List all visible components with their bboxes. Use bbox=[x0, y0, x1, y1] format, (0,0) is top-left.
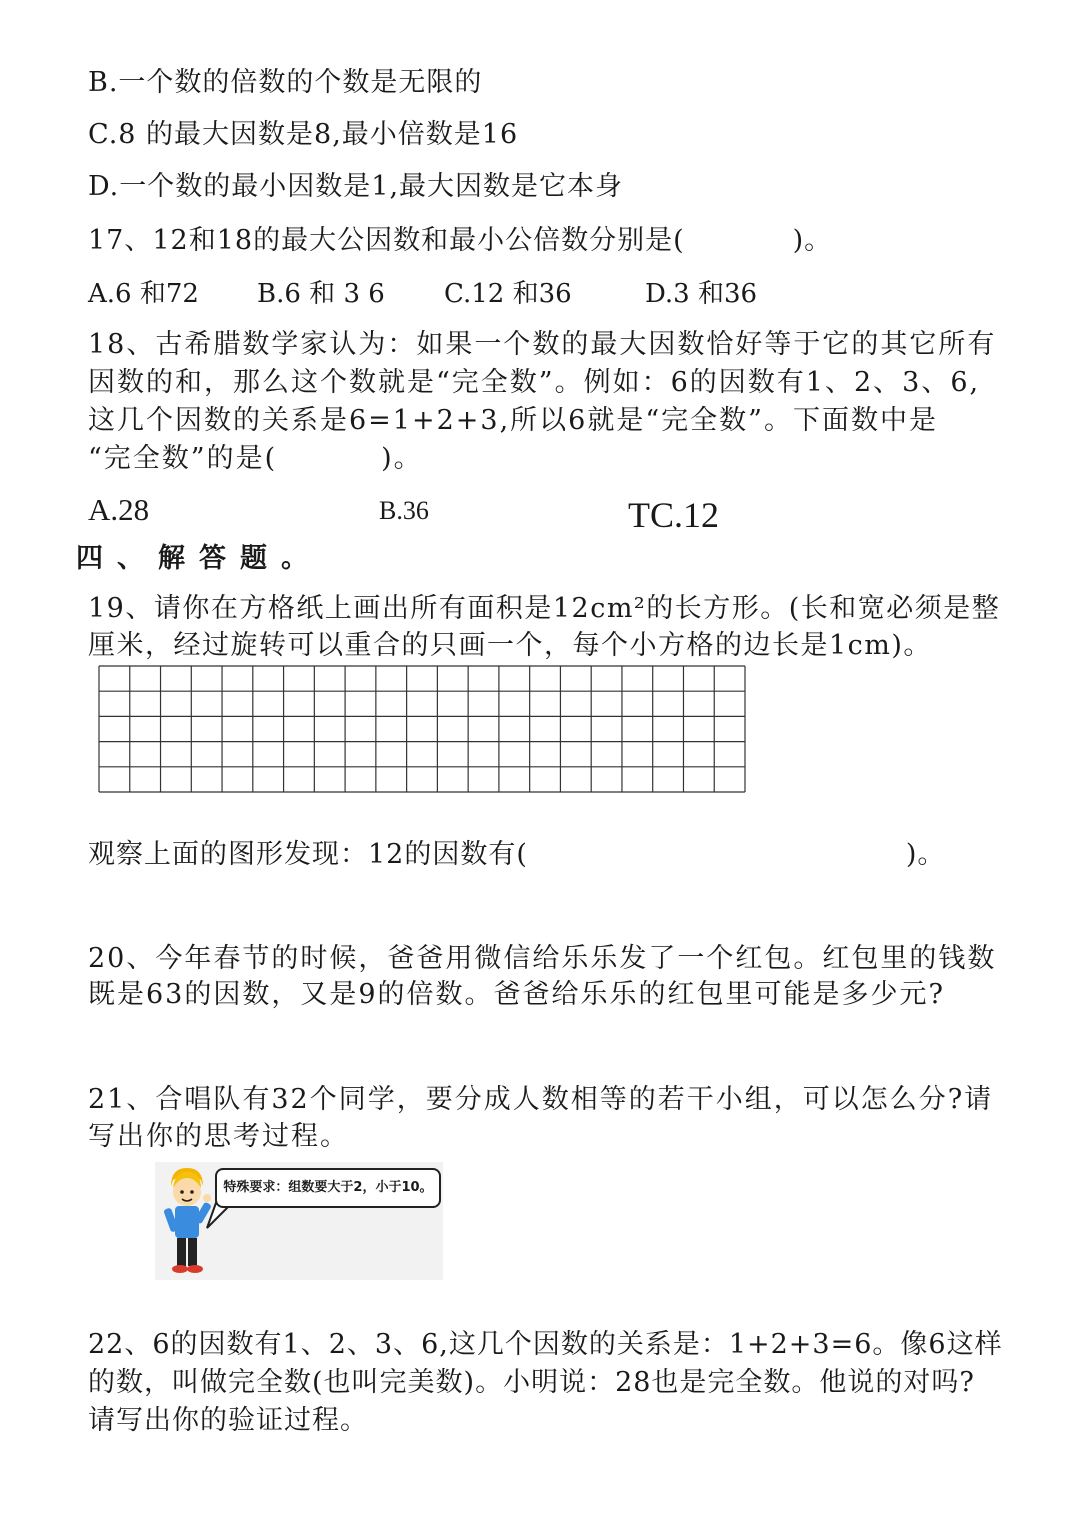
q18-option-a: A.28 bbox=[88, 492, 150, 527]
cartoon-figure bbox=[155, 1162, 443, 1280]
q19-observe bbox=[88, 836, 945, 874]
option-d: D.一个数的最小因数是1,最大因数是它本身 bbox=[88, 171, 624, 202]
q17-option-a: A.6 和72 bbox=[88, 279, 199, 309]
q19-observe-text: 观察上面的图形发现：12的因数有( bbox=[88, 839, 528, 870]
square-grid-paper[interactable] bbox=[98, 665, 748, 795]
q18-line-2: 因数的和，那么这个数就是“完全数”。例如：6的因数有1、2、3、6, bbox=[88, 367, 981, 398]
speech-bubble: 特殊要求：组数要大于2，小于10。 bbox=[215, 1168, 441, 1208]
q18-option-c: TC.12 bbox=[628, 495, 720, 535]
q22-line-2: 的数，叫做完全数(也叫完美数)。小明说：28也是完全数。他说的对吗? bbox=[88, 1367, 975, 1398]
q20-line-1: 20、今年春节的时候，爸爸用微信给乐乐发了一个红包。红包里的钱数 bbox=[88, 943, 997, 974]
q17-option-c: C.12 和36 bbox=[444, 279, 572, 309]
option-b: B.一个数的倍数的个数是无限的 bbox=[88, 67, 483, 98]
q18-line-1: 18、古希腊数学家认为：如果一个数的最大因数恰好等于它的其它所有 bbox=[88, 329, 997, 360]
q20-line-2: 既是63的因数，又是9的倍数。爸爸给乐乐的红包里可能是多少元? bbox=[88, 979, 946, 1010]
section-title: 四、解答题。 bbox=[76, 543, 322, 574]
q17-option-d: D.3 和36 bbox=[645, 279, 758, 309]
q17-close: )。 bbox=[792, 225, 833, 256]
option-c: C.8 的最大因数是8,最小倍数是16 bbox=[88, 119, 519, 150]
q18-text: “完全数”的是( bbox=[88, 443, 278, 474]
q19-observe-close: )。 bbox=[905, 839, 946, 870]
q19-line-1: 19、请你在方格纸上画出所有面积是12cm²的长方形。(长和宽必须是整 bbox=[88, 593, 1001, 624]
q18-option-b: B.36 bbox=[379, 496, 429, 525]
q17-stem bbox=[88, 222, 832, 260]
q18-close: )。 bbox=[381, 443, 423, 474]
q18-line-4 bbox=[88, 440, 423, 478]
q17-option-b: B.6 和 3 6 bbox=[257, 279, 385, 309]
q22-line-1: 22、6的因数有1、2、3、6,这几个因数的关系是：1+2+3=6。像6这样 bbox=[88, 1329, 1003, 1360]
q17-text: 17、12和18的最大公因数和最小公倍数分别是( bbox=[88, 225, 685, 256]
q19-line-2: 厘米，经过旋转可以重合的只画一个，每个小方格的边长是1cm)。 bbox=[88, 630, 932, 661]
q22-line-3: 请写出你的验证过程。 bbox=[88, 1405, 368, 1436]
q21-line-1: 21、合唱队有32个同学，要分成人数相等的若干小组，可以怎么分?请 bbox=[88, 1084, 994, 1115]
q21-line-2: 写出你的思考过程。 bbox=[88, 1121, 349, 1152]
q18-line-3: 这几个因数的关系是6=1+2+3,所以6就是“完全数”。下面数中是 bbox=[88, 405, 938, 436]
